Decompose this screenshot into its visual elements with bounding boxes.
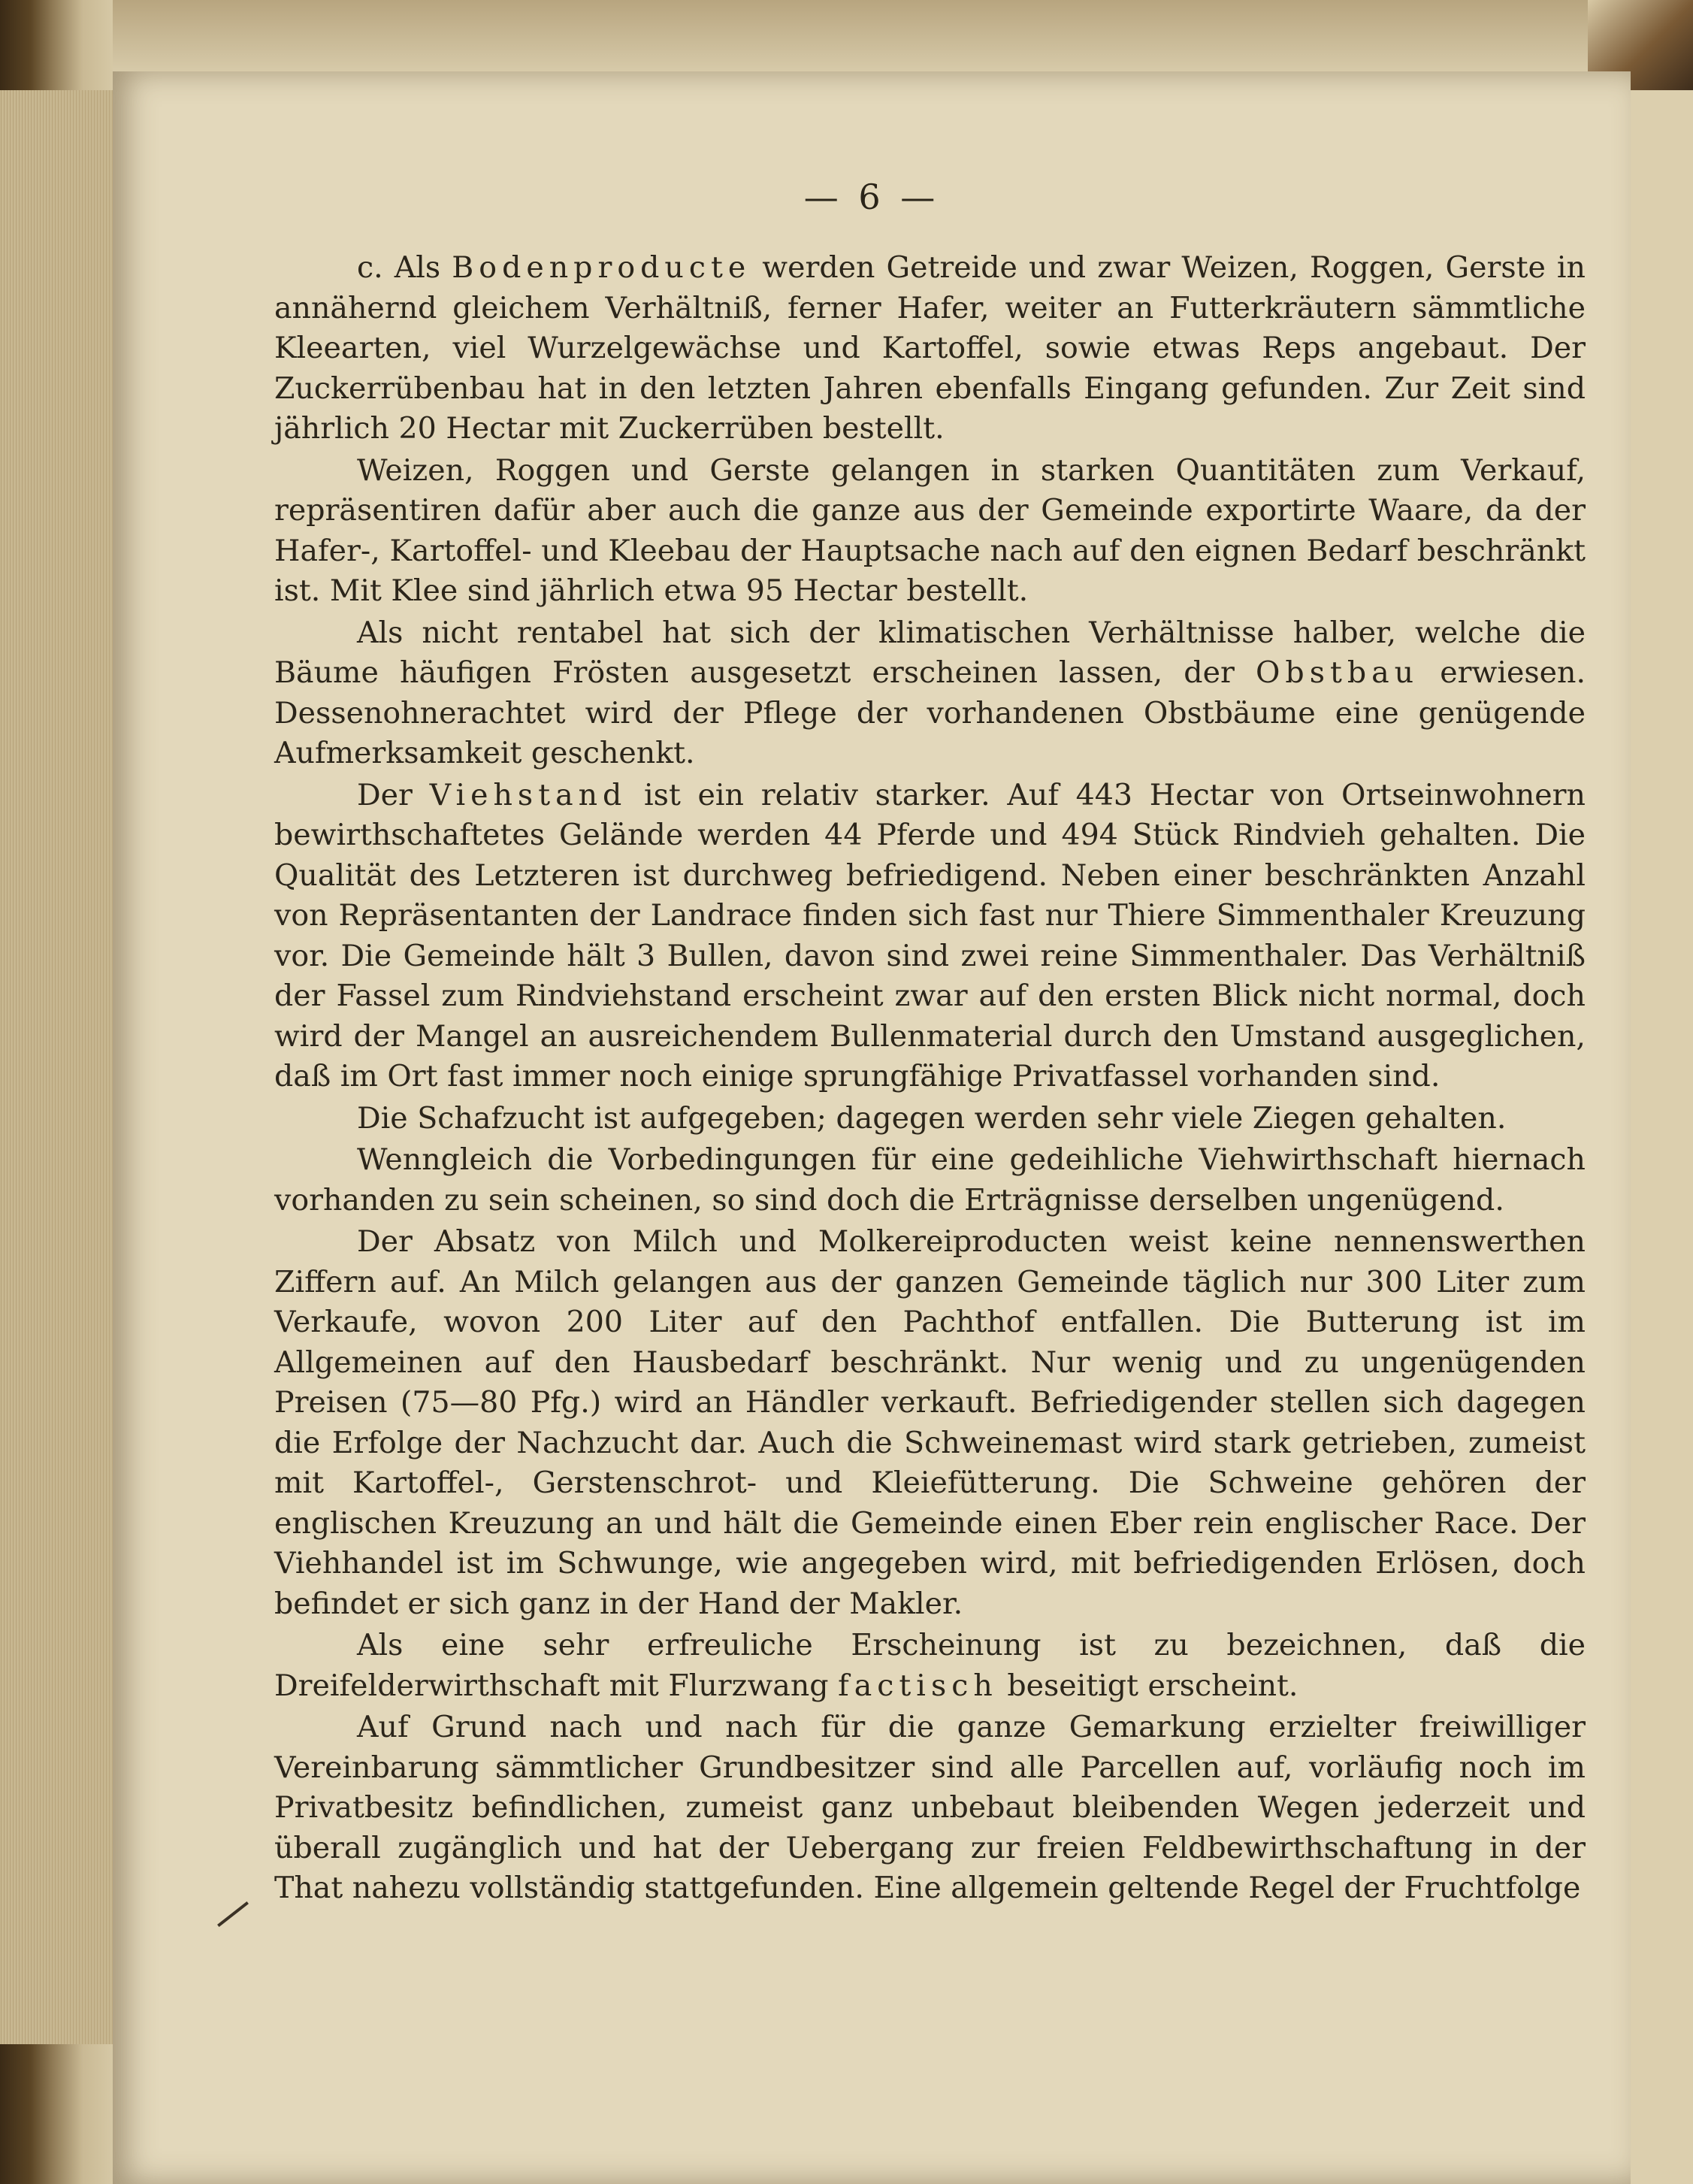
paragraph-text: Auf Grund nach und nach für die ganze Gemarkung erzielter freiwilliger Vereinbarung sämmtlicher Grundbesitzer sind alle Parcellen auf, vorläufig noch im Privatbesitz befindlichen, zumeist ganz unbebaut bleibenden Wegen jederzeit und überall zugänglich und hat der Uebergang zur freien Feldbewirthschaftung in der That nahezu vollständig stattgefunden. Eine allgemein geltende Regel der Fruchtfolge [274, 1710, 1586, 1905]
paragraph [274, 451, 1586, 612]
page-stack-edge [0, 90, 113, 2044]
paragraph-text: c. Als [357, 250, 452, 285]
book-page [113, 71, 1631, 2184]
paragraph [274, 1222, 1586, 1624]
emphasized-term: Viehstand [429, 777, 627, 812]
paragraph-text: Wenngleich die Vorbedingungen für eine gedeihliche Viehwirthschaft hiernach vorhanden zu sein scheinen, so sind doch die Erträgnisse derselben ungenügend. [274, 1142, 1586, 1218]
paragraph-text: erwiesen. Dessenohnerachtet wird der Pflege der vorhandenen Obstbäume eine genügende Aufmerksamkeit geschenkt. [274, 655, 1586, 770]
paragraph-text: Der [357, 777, 430, 812]
paragraph-text: ist ein relativ starker. Auf 443 Hectar von Ortseinwohnern bewirthschaftetes Gelände werden 44 Pferde und 494 Stück Rindvieh gehalten. Die Qualität des Letzteren ist durchweg befriedigend. Neben einer beschränkten Anzahl von Repräsentanten der Landrace finden sich fast nur Thiere Simmenthaler Kreuzung vor. Die Gemeinde hält 3 Bullen, davon sind zwei reine Simmenthaler. Das Verhältniß der Fassel zum Rindviehstand erscheint zwar auf den ersten Blick nicht normal, doch wird der Mangel an ausreichendem Bullenmaterial durch den Umstand ausgeglichen, daß im Ort fast immer noch einige sprungfähige Privatfassel vorhanden sind. [274, 777, 1586, 1094]
paragraph-text: Die Schafzucht ist aufgegeben; dagegen werden sehr viele Ziegen gehalten. [357, 1100, 1507, 1136]
emphasized-term: Bodenproducte [452, 250, 751, 285]
emphasized-term: Obstbau [1256, 655, 1419, 690]
paragraph [274, 1708, 1586, 1909]
paragraph [274, 776, 1586, 1097]
paragraph-text: Als eine sehr erfreuliche Erscheinung ist zu bezeichnen, daß die Dreifelderwirthschaft mit Flurzwang [274, 1628, 1586, 1703]
paragraph [274, 1626, 1586, 1706]
paragraph-text: Der Absatz von Milch und Molkereiproducten weist keine nennenswerthen Ziffern auf. An Milch gelangen aus der ganzen Gemeinde täglich nur 300 Liter zum Verkaufe, wovon 200 Liter auf den Pachthof entfallen. Die Butterung ist im Allgemeinen auf den Hausbedarf beschränkt. Nur wenig und zu ungenügenden Preisen (75—80 Pfg.) wird an Händler verkauft. Befriedigender stellen sich dagegen die Erfolge der Nachzucht dar. Auch die Schweinemast wird stark getrieben, zumeist mit Kartoffel-, Gerstenschrot- und Kleiefütterung. Die Schweine gehören der englischen Kreuzung an und hält die Gemeinde einen Eber rein englischer Race. Der Viehhandel ist im Schwunge, wie angegeben wird, mit befriedigenden Erlösen, doch befindet er sich ganz in der Hand der Makler. [274, 1224, 1586, 1621]
paragraph-text: Als nicht rentabel hat sich der klimatischen Verhältnisse halber, welche die Bäume häufigen Frösten ausgesetzt erscheinen lassen, der [274, 615, 1586, 690]
paragraph-text: werden Getreide und zwar Weizen, Roggen, Gerste in annähernd gleichem Verhältniß, ferner Hafer, weiter an Futterkräutern sämmtliche Kleearten, viel Wurzelgewächse und Kartoffel, sowie etwas Reps angebaut. Der Zuckerrübenbau hat in den letzten Jahren ebenfalls Eingang gefunden. Zur Zeit sind jährlich 20 Hectar mit Zuckerrüben bestellt. [274, 250, 1586, 446]
paragraph [274, 613, 1586, 774]
paragraph [274, 248, 1586, 449]
page-number: — 6 — [803, 177, 940, 217]
paragraph-text: beseitigt erscheint. [997, 1668, 1298, 1703]
paragraph [274, 1140, 1586, 1221]
emphasized-term: factisch [838, 1668, 998, 1703]
page-body [274, 248, 1586, 1910]
paragraph-text: Weizen, Roggen und Gerste gelangen in starken Quantitäten zum Verkauf, repräsentiren dafür aber auch die ganze aus der Gemeinde exportirte Waare, da der Hafer-, Kartoffel- und Kleebau der Hauptsache nach auf den eignen Bedarf beschränkt ist. Mit Klee sind jährlich etwa 95 Hectar bestellt. [274, 452, 1586, 608]
paragraph [274, 1099, 1586, 1139]
